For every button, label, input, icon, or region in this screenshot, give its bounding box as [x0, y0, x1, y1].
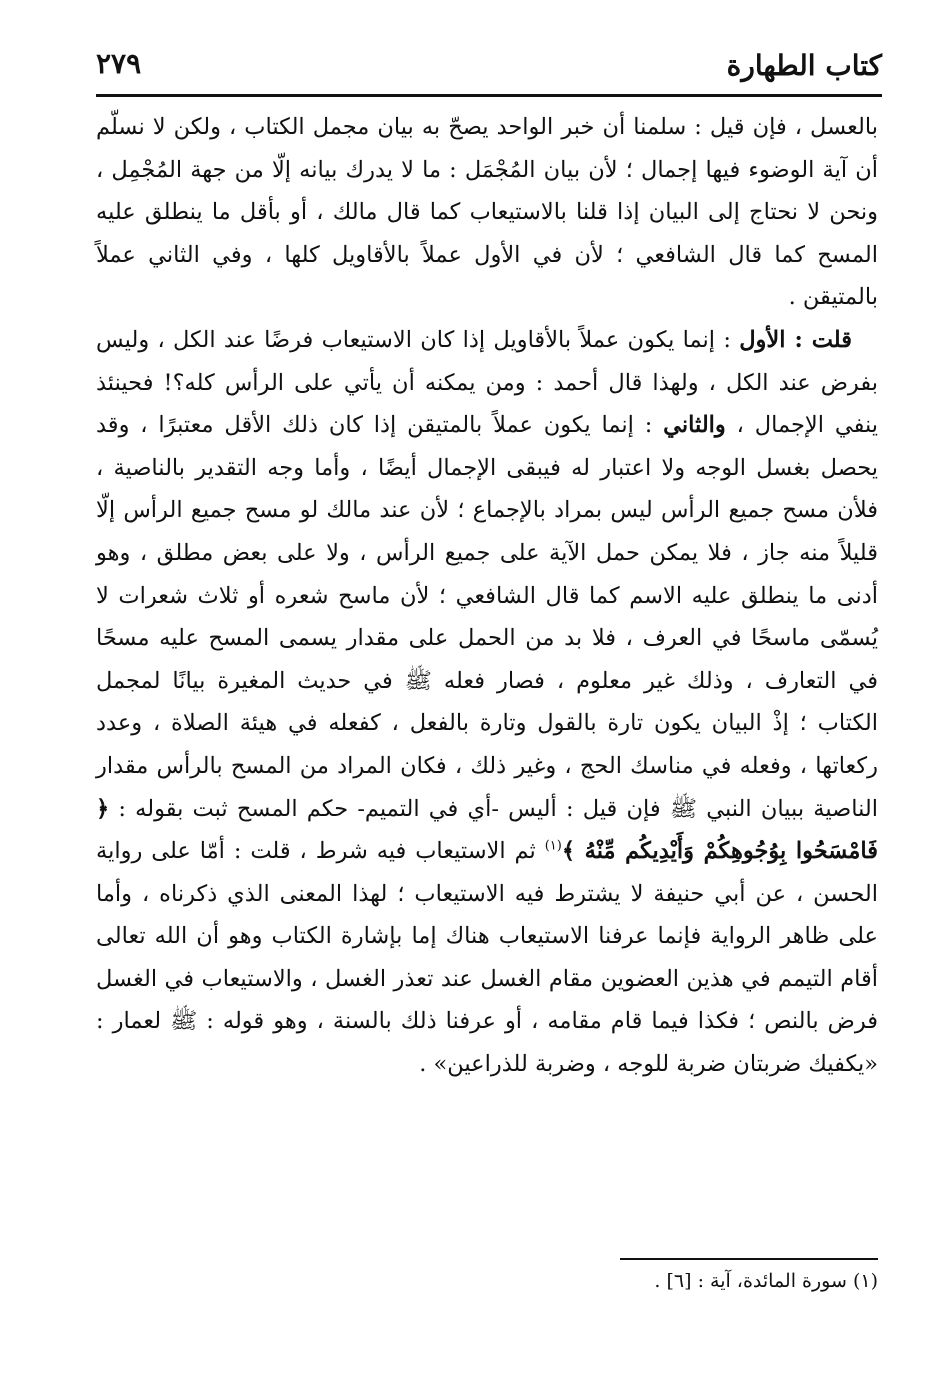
- paragraph-1: بالعسل ، فإن قيل : سلمنا أن خبر الواحد يصحّ به بيان مجمل الكتاب ، ولكن لا نسلّم أن آية الوضوء فيها إجمال ؛ لأن بيان المُجْمَل : ما لا يدرك بيانه إلّا من جهة المُجْمِل ، ونحن لا نحتاج إلى البيان إذا قلنا بالاستيعاب كما قال مالك ، أو بأقل ما ينطلق عليه المسح كما قال الشافعي ؛ لأن في الأول عملاً بالأقاويل كلها ، وفي الثاني عملاً بالمتيقن .: [96, 114, 878, 311]
- main-text: [96, 106, 878, 1086]
- paragraph-text-2: : إنما يكون عملاً بالمتيقن إذا كان ذلك الأقل معتبرًا ، وقد يحصل بغسل الوجه ولا اعتبار له فيبقى الإجمال أيضًا ، وأما وجه التقدير بالناصية ، فلأن مسح جميع الرأس ليس بمراد بالإجماع ؛ لأن عند مالك لو مسح جميع الرأس إلّا قليلاً منه جاز ، فلا يمكن حمل الآية على جميع الرأس ، ولا على بعض مطلق ، وهو أدنى ما ينطلق عليه الاسم كما قال الشافعي ؛ لأن ماسح شعره أو ثلاث شعرات لا يُسمّى ماسحًا في العرف ، فلا بد من الحمل على مقدار يسمى المسح عليه مسحًا في التعارف ، وذلك غير معلوم ، فصار فعله ﷺ في حديث المغيرة بيانًا لمجمل الكتاب ؛ إذْ البيان يكون تارة بالقول وتارة بالفعل ، كفعله في هيئة الصلاة ، وعدد ركعاتها ، وفعله في مناسك الحج ، وغير ذلك ، فكان المراد من المسح بالرأس مقدار الناصية ببيان النبي ﷺ فإن قيل : أليس -أي في التميم- حكم المسح ثبت بقوله :: [96, 412, 878, 822]
- footnote: (١) سورة المائدة، آية : [٦] .: [654, 1270, 878, 1292]
- quran-verse: ﴿ فَامْسَحُوا بِوُجُوهِكُمْ وَأَيْدِيكُم مِّنْهُ ﴾: [96, 795, 878, 865]
- header-divider: [96, 94, 882, 97]
- paragraph-2: [96, 319, 878, 1086]
- page-header: [96, 40, 882, 94]
- page-number: ٢٧٩: [96, 47, 142, 80]
- paragraph-lead: قلت : الأول: [739, 326, 853, 353]
- running-title: كتاب الطهارة: [726, 49, 882, 82]
- paragraph-text-1: : إنما يكون عملاً بالأقاويل إذا كان الاستيعاب فرضًا عند الكل ، وليس بفرض عند الكل ، ولهذا قال أحمد : ومن يمكنه أن يأتي على الرأس كله؟! فحينئذ ينفي الإجمال ،: [96, 326, 879, 439]
- second-point-label: والثاني: [663, 412, 726, 439]
- paragraph-text-3: ثم الاستيعاب فيه شرط ، قلت : أمّا على رواية الحسن ، عن أبي حنيفة لا يشترط فيه الاستيعاب ؛ لهذا المعنى الذي ذكرناه ، وأما على ظاهر الرواية فإنما عرفنا الاستيعاب هناك إما بإشارة الكتاب وهو أن الله تعالى أقام التيمم في هذين العضوين مقام الغسل عند تعذر الغسل ، والاستيعاب في الغسل فرض بالنص ؛ فكذا فيما قام مقامه ، أو عرفنا ذلك بالسنة ، وهو قوله : ﷺ لعمار : «يكفيك ضربتان ضربة للوجه ، وضربة للذراعين» .: [96, 838, 878, 1078]
- footnote-reference: (١): [544, 838, 562, 854]
- footnote-divider: [620, 1258, 878, 1260]
